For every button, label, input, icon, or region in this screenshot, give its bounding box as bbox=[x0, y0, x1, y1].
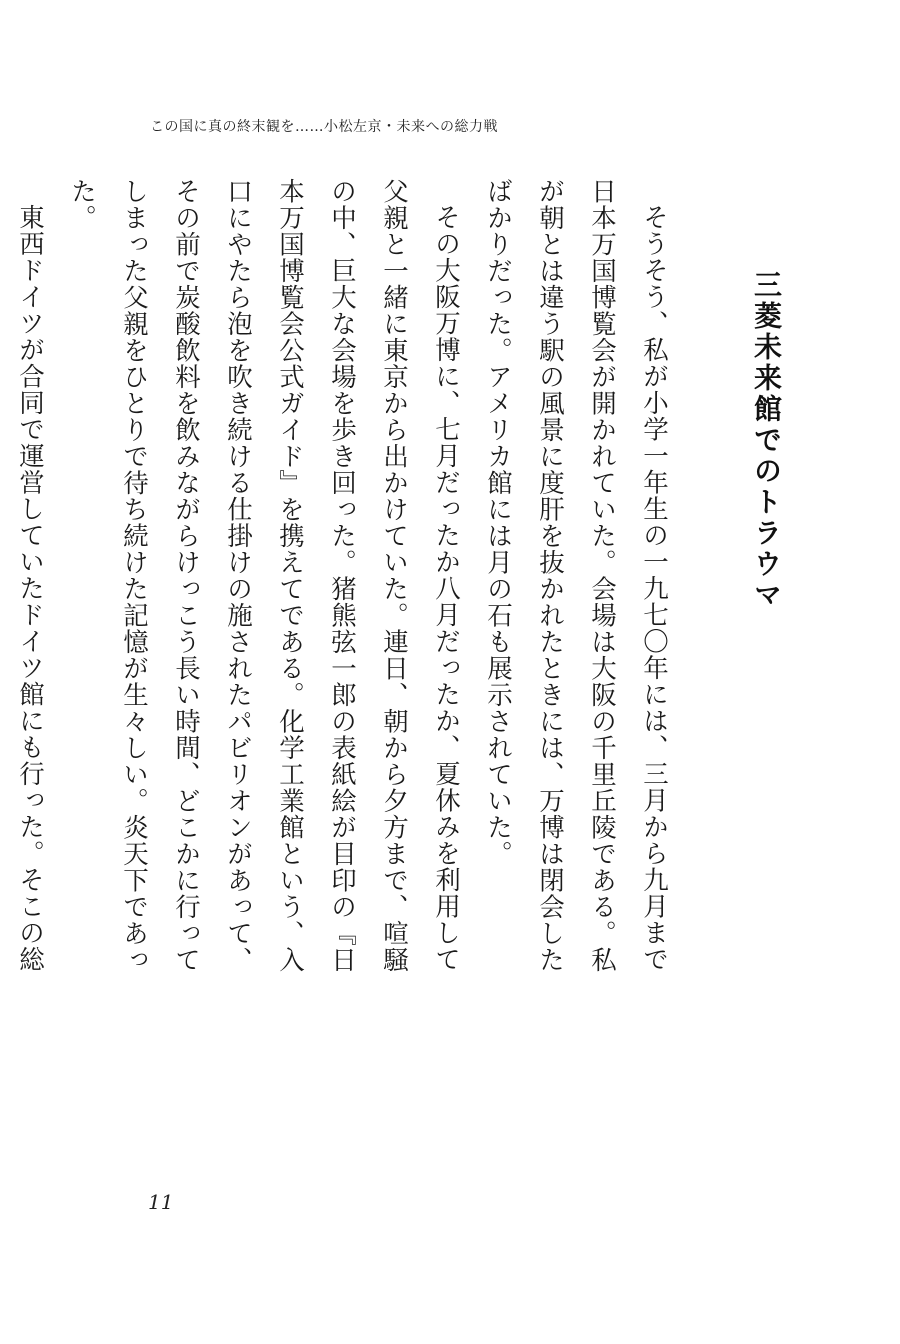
paragraph-2: その大阪万博に、七月だったか八月だったか、夏休みを利用して父親と一緒に東京から出かけていた。連日、朝から夕方まで、喧騒の中、巨大な会場を歩き回った。猪熊弦一郎の表紙絵が目印の『日本万国博覧会公式ガイド』を携えてである。化学工業館という、入口にやたら泡を吹き続ける仕掛けの施されたパビリオンがあって、その前で炭酸飲料を飲みながらけっこう長い時間、どこかに行ってしまった父親をひとりで待ち続けた記憶が生々しい。炎天下であった。 bbox=[67, 178, 461, 973]
body-text bbox=[15, 178, 680, 978]
page-number: 11 bbox=[148, 1190, 174, 1214]
running-head: この国に真の終末観を……小松左京・未来への総力戦 bbox=[150, 119, 498, 135]
paragraph-1: そうそう、私が小学一年生の一九七〇年には、三月から九月まで日本万国博覧会が開かれていた。会場は大阪の千里丘陵である。私が朝とは違う駅の風景に度肝を抜かれたときには、万博は閉会したばかりだった。アメリカ館には月の石も展示されていた。 bbox=[483, 178, 669, 973]
section-title: 三菱未来館でのトラウマ bbox=[750, 270, 783, 611]
paragraph-3: 東西ドイツが合同で運営していたドイツ館にも行った。そこの総 bbox=[15, 203, 45, 972]
